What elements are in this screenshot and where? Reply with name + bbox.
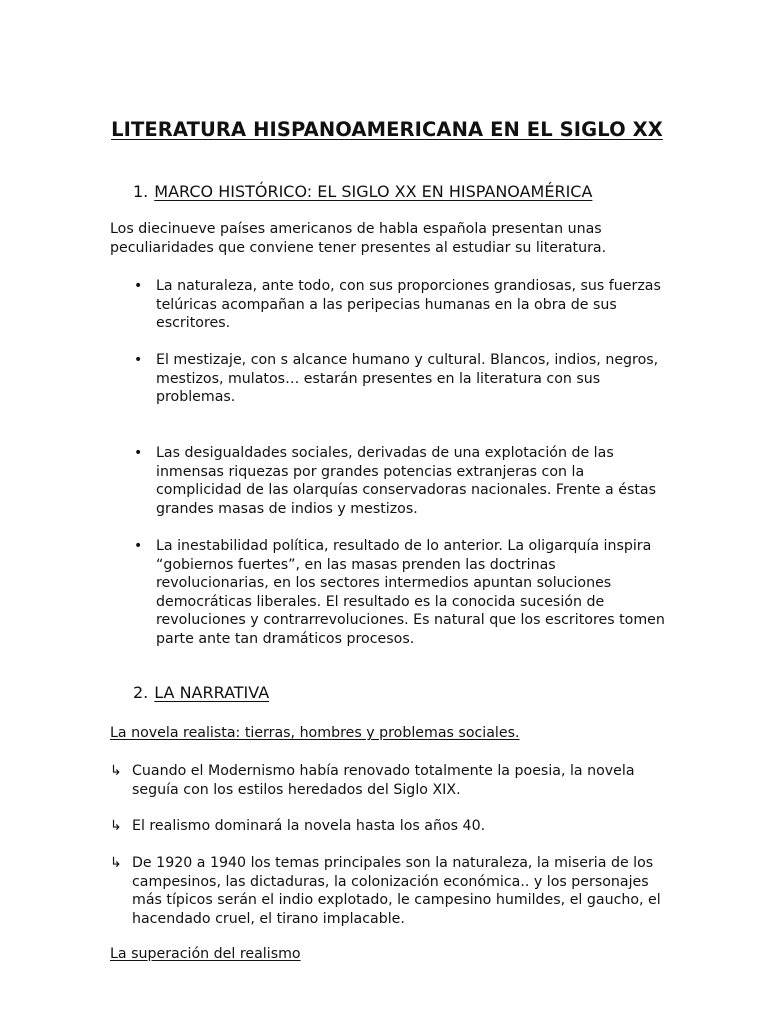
- bullet-icon: •: [134, 445, 143, 461]
- section-title: MARCO HISTÓRICO: EL SIGLO XX EN HISPANOAMÉRICA: [154, 182, 593, 201]
- section-title: LA NARRATIVA: [154, 683, 270, 702]
- arrow-icon: ↳: [110, 818, 122, 834]
- subheading-realist-novel: La novela realista: tierras, hombres y problemas sociales.: [110, 725, 520, 741]
- bullet-text: La naturaleza, ante todo, con sus proporciones grandiosas, sus fuerzas telúricas acompañan a las peripecias humanas en la obra de sus escritores.: [156, 278, 661, 331]
- arrow-icon: ↳: [110, 855, 122, 871]
- intro-paragraph: Los diecinueve países americanos de habla española presentan unas peculiaridades que conviene tener presentes al estudiar su literatura.: [110, 221, 607, 256]
- arrow-item-text: El realismo dominará la novela hasta los años 40.: [132, 818, 486, 834]
- bullet-text: El mestizaje, con s alcance humano y cultural. Blancos, indios, negros, mestizos, mulatos… estarán presentes en la literatura con sus problemas.: [156, 352, 659, 405]
- arrow-icon: ↳: [110, 763, 122, 779]
- arrow-item-text: Cuando el Modernismo había renovado totalmente la poesia, la novela seguía con los estilos heredados del Siglo XIX.: [132, 763, 635, 798]
- document-title: [100, 117, 674, 142]
- bullet-text: Las desigualdades sociales, derivadas de una explotación de las inmensas riquezas por grandes potencias extranjeras con la complicidad de las olarquías conservadoras nacionales. Frente a éstas grandes masas de indios y mestizos.: [156, 445, 657, 517]
- subheading-beyond-realism: La superación del realismo: [110, 946, 301, 962]
- document-title-text: LITERATURA HISPANOAMERICANA EN EL SIGLO XX: [111, 118, 663, 141]
- bullet-icon: •: [134, 352, 143, 368]
- arrow-item-text: De 1920 a 1940 los temas principales son la naturaleza, la miseria de los campesinos, las dictaduras, la colonización económica.. y los personajes más típicos serán el indio explotado, le campesino humildes, el gaucho, el hacendado cruel, el tirano implacable.: [132, 855, 661, 927]
- section-number: 2.: [133, 683, 149, 702]
- bullet-text: La inestabilidad política, resultado de lo anterior. La oligarquía inspira “gobiernos fuertes”, en las masas prenden las doctrinas revolucionarias, en los sectores intermedios apuntan soluciones democráticas liberales. El resultado es la conocida sucesión de revoluciones y contrarrevoluciones. Es natural que los escritores tomen parte ante tan dramáticos procesos.: [156, 538, 665, 647]
- section-heading-1: [133, 182, 592, 202]
- bullet-icon: •: [134, 538, 143, 554]
- bullet-icon: •: [134, 278, 143, 294]
- section-heading-2: [133, 683, 269, 703]
- section-number: 1.: [133, 182, 149, 201]
